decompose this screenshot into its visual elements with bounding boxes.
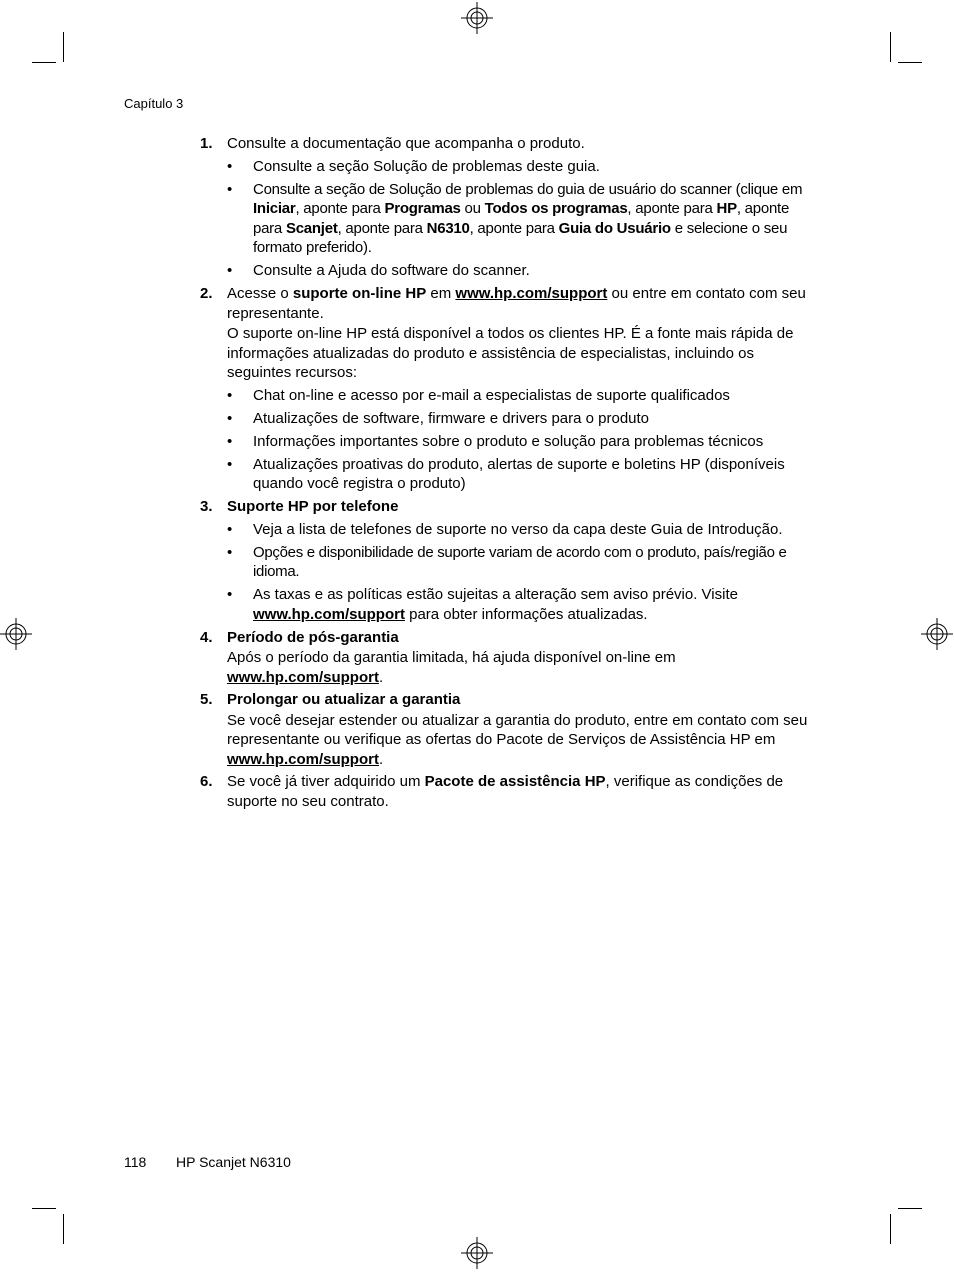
- bullet-item: • Informações importantes sobre o produto e solução para problemas técnicos: [227, 432, 764, 450]
- page-footer: [124, 1154, 291, 1170]
- registration-mark-icon: [461, 2, 493, 34]
- page-number: 118: [124, 1154, 147, 1170]
- bullet-list: [227, 157, 820, 281]
- support-link[interactable]: www.hp.com/support: [253, 605, 405, 623]
- chapter-header: Capítulo 3: [124, 96, 184, 111]
- list-item: [200, 772, 820, 811]
- support-link[interactable]: www.hp.com/support: [227, 668, 379, 686]
- registration-mark-icon: [0, 618, 32, 650]
- support-link[interactable]: www.hp.com/support: [227, 750, 379, 768]
- bullet-icon: •: [227, 262, 233, 279]
- registration-mark-icon: [461, 1237, 493, 1269]
- bullet-icon: •: [227, 520, 233, 538]
- crop-mark: [898, 62, 922, 63]
- bullet-list: [227, 386, 820, 494]
- bullet-icon: •: [227, 586, 233, 603]
- bullet-item: • Atualizações proativas do produto, alertas de suporte e boletins HP (disponíveis quando você registra o produto): [227, 455, 785, 492]
- registration-mark-icon: [921, 618, 953, 650]
- item-number: 4.: [200, 628, 213, 646]
- bullet-list: [227, 520, 820, 625]
- bullet-icon: •: [227, 409, 233, 427]
- list-item: [200, 628, 820, 688]
- bullet-item: • Chat on-line e acesso por e-mail a especialistas de suporte qualificados: [227, 386, 730, 404]
- item-paragraph: Após o período da garantia limitada, há ajuda disponível on-line em www.hp.com/support.: [227, 649, 676, 686]
- item-paragraph: O suporte on-line HP está disponível a todos os clientes HP. É a fonte mais rápida de informações atualizadas do produto e assistência de especialistas, incluindo os seguintes recursos:: [227, 325, 794, 381]
- crop-mark: [890, 32, 891, 62]
- bullet-item: • Consulte a seção Solução de problemas deste guia.: [227, 157, 600, 175]
- item-title: Período de pós-garantia: [227, 628, 399, 646]
- bullet-item: • Consulte a seção de Solução de problemas do guia de usuário do scanner (clique em Iniciar, aponte para Programas ou Todos os programas, aponte para HP, aponte para Scanjet, aponte para N6310, aponte para Guia do Usuário e selecione o seu formato preferido).: [227, 180, 803, 256]
- item-number: 2.: [200, 285, 213, 302]
- bullet-item: • Atualizações de software, firmware e drivers para o produto: [227, 409, 650, 427]
- crop-mark: [890, 1214, 891, 1244]
- item-number: 6.: [200, 773, 213, 790]
- item-text: Se você já tiver adquirido um Pacote de assistência HP, verifique as condições de suporte no seu contrato.: [227, 773, 784, 810]
- crop-mark: [898, 1208, 922, 1209]
- item-paragraph: Se você desejar estender ou atualizar a garantia do produto, entre em contato com seu representante ou verifique as ofertas do Pacote de Serviços de Assistência HP em www.hp.com/support.: [227, 711, 808, 768]
- item-text: Acesse o suporte on-line HP em www.hp.com/support ou entre em contato com seu representante.: [227, 285, 806, 322]
- bullet-item: • Consulte a Ajuda do software do scanner.: [227, 262, 530, 279]
- item-number: 3.: [200, 498, 213, 515]
- bullet-item: • As taxas e as políticas estão sujeitas a alteração sem aviso prévio. Visite www.hp.com/support para obter informações atualizadas.: [227, 586, 738, 623]
- bullet-icon: •: [227, 386, 233, 404]
- bullet-icon: •: [227, 543, 232, 561]
- bullet-icon: •: [227, 455, 233, 473]
- bullet-icon: •: [227, 180, 233, 198]
- crop-mark: [32, 1208, 56, 1209]
- bullet-icon: •: [227, 432, 233, 450]
- crop-mark: [63, 32, 64, 62]
- item-title: Suporte HP por telefone: [227, 498, 399, 515]
- bullet-item: • Veja a lista de telefones de suporte no verso da capa deste Guia de Introdução.: [227, 520, 783, 538]
- page-content: [200, 134, 820, 814]
- crop-mark: [63, 1214, 64, 1244]
- crop-mark: [32, 62, 56, 63]
- list-item: [200, 284, 820, 494]
- item-text: Consulte a documentação que acompanha o produto.: [227, 135, 585, 152]
- list-item: [200, 690, 820, 769]
- bullet-item: • Opções e disponibilidade de suporte variam de acordo com o produto, país/região e idioma.: [227, 543, 787, 580]
- item-number: 5.: [200, 691, 213, 708]
- item-number: 1.: [200, 135, 213, 152]
- list-item: [200, 497, 820, 624]
- support-link[interactable]: www.hp.com/support: [455, 285, 608, 302]
- list-item: [200, 134, 820, 281]
- bullet-icon: •: [227, 157, 233, 175]
- product-name: HP Scanjet N6310: [176, 1154, 291, 1170]
- item-title: Prolongar ou atualizar a garantia: [227, 691, 461, 708]
